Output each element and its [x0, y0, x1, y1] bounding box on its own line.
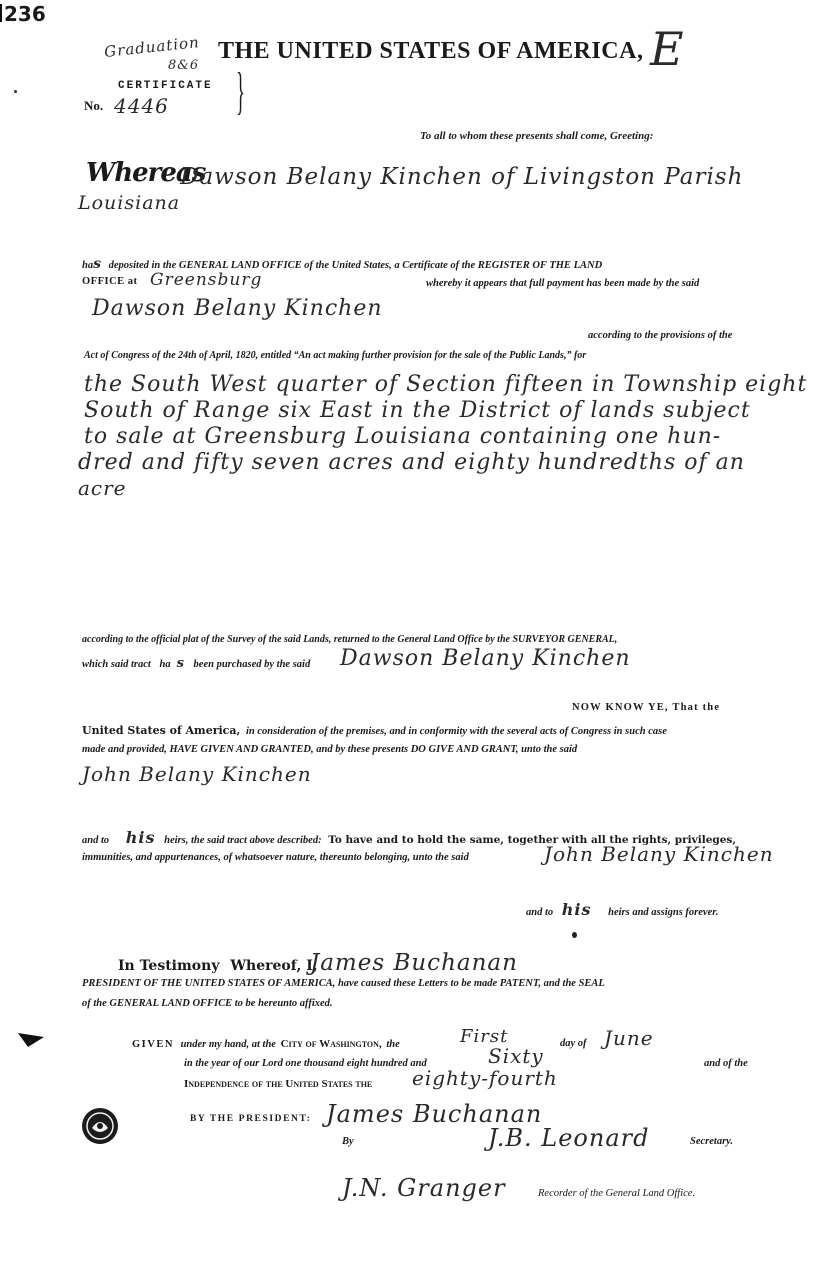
president-name-handwritten: James Buchanan: [310, 950, 518, 976]
ink-dot: [572, 932, 577, 938]
general-land-office-seal: [80, 1106, 120, 1151]
given-text-1: under my hand, at the: [180, 1039, 276, 1050]
survey-text-1: according to the official plat of the Survey of the said Lands, returned to the General Land Office by the SURVEYOR GENERAL,: [82, 634, 618, 645]
united-states-gothic: United States of America,: [82, 724, 241, 737]
given-text-2: in the year of our Lord one thousand eight hundred and: [184, 1058, 427, 1069]
independence-line: [184, 1078, 372, 1090]
given-the: the: [386, 1039, 400, 1050]
survey-has-suffix: s: [176, 656, 185, 671]
grant-text-3: heirs, the said tract above described:: [164, 835, 322, 846]
now-know-ye: NOW KNOW YE, That the: [572, 702, 721, 713]
office-place: Greensburg: [150, 270, 263, 290]
grant-text-2: made and provided, HAVE GIVEN AND GRANTED, and by these presents DO GIVE AND GRANT, unto the said: [82, 744, 578, 755]
year-value: Sixty: [488, 1044, 544, 1068]
deposit-text-1: deposited in the GENERAL LAND OFFICE of the United States, a Certificate of the REGISTER OF THE LAND: [108, 260, 603, 271]
margin-arrow-mark: [18, 1030, 44, 1053]
land-description-line3: to sale at Greensburg Louisiana containing one hun-: [84, 424, 722, 449]
whereas-grantee-line1: Dawson Belany Kinchen of Livingston Parish: [180, 164, 744, 190]
president-signature: James Buchanan: [326, 1100, 543, 1128]
grant-text-4: immunities, and appurtenances, of whatsoever nature, thereunto belonging, unto the said: [82, 852, 469, 863]
office-at-label: OFFICE at: [82, 276, 138, 287]
grant-line1: [82, 724, 667, 737]
grant-line5: [526, 900, 718, 919]
and-to-label: and to: [82, 835, 110, 846]
document-title: THE UNITED STATES OF AMERICA,: [218, 38, 644, 64]
recorder-signature: J.N. Granger: [342, 1174, 506, 1202]
independence-value: eighty-fourth: [412, 1066, 558, 1090]
margin-tick-mark: [0, 4, 2, 22]
survey-line2: [82, 656, 310, 671]
marginal-letter: E: [650, 22, 685, 76]
recorder-label: Recorder of the General Land Office.: [538, 1188, 696, 1199]
and-to-label-2: and to: [526, 907, 554, 918]
payer-name: Dawson Belany Kinchen: [92, 296, 383, 321]
testimony-text-2: of the GENERAL LAND OFFICE to be hereunto affixed.: [82, 998, 333, 1009]
land-description-line4: dred and fifty seven acres and eighty hundredths of an: [78, 450, 745, 475]
testimony-text-1: PRESIDENT OF THE UNITED STATES OF AMERICA, have caused these Letters to be made PATENT, and the SEAL: [82, 978, 605, 989]
city-of-washington: City of Washington,: [280, 1038, 382, 1050]
month-value: June: [604, 1026, 654, 1050]
grantee-name-2: John Belany Kinchen: [544, 842, 774, 866]
his-handwritten-1: his: [125, 828, 156, 847]
given-label: GIVEN: [132, 1039, 174, 1050]
deposit-text-4: Act of Congress of the 24th of April, 1820, entitled “An act making further provision for the sale of the Public Lands,” for: [84, 350, 587, 361]
grant-text-1: in consideration of the premises, and in conformity with the several acts of Congress in such case: [245, 726, 667, 737]
grantee-name: John Belany Kinchen: [82, 762, 312, 786]
survey-text-2b: been purchased by the said: [193, 659, 311, 670]
graduation-number: 8&6: [168, 58, 200, 73]
secretary-signature: J.B. Leonard: [488, 1124, 650, 1152]
header-brace: }: [236, 63, 245, 120]
has-suffix: s: [93, 256, 102, 272]
has-prefix: ha: [82, 260, 94, 271]
certificate-number-prefix: No.: [84, 98, 104, 113]
land-description-line2: South of Range six East in the District of lands subject: [84, 398, 751, 423]
purchaser-name: Dawson Belany Kinchen: [340, 646, 631, 671]
whereas-grantee-line2: Louisiana: [78, 192, 181, 214]
given-line1: [132, 1038, 400, 1050]
testimony-phrase-2: Whereof, I,: [230, 958, 318, 974]
greeting: To all to whom these presents shall come, Greeting:: [420, 130, 654, 142]
and-of-the-label: and of the: [704, 1058, 748, 1069]
land-description-line1: the South West quarter of Section fifteen in Township eight: [84, 372, 808, 397]
by-label: By: [342, 1136, 354, 1147]
secretary-label: Secretary.: [690, 1136, 734, 1147]
survey-text-2a: which said tract: [82, 659, 151, 670]
testimony-phrase-1: In Testimony: [118, 958, 220, 974]
independence-label: Independence of the United States the: [184, 1078, 373, 1090]
graduation-note: Graduation: [103, 33, 201, 61]
his-handwritten-2: his: [561, 900, 592, 919]
by-the-president-label: BY THE PRESIDENT:: [190, 1114, 312, 1124]
heirs-forever: heirs and assigns forever.: [608, 907, 719, 918]
page-number: 236: [4, 2, 46, 26]
day-of-label: day of: [560, 1038, 587, 1049]
margin-dot: [14, 90, 17, 93]
whereas-word: Whereas: [86, 158, 206, 188]
in-testimony: [118, 958, 318, 974]
certificate-label: CERTIFICATE: [118, 80, 213, 92]
day-value: First: [460, 1026, 509, 1047]
to-have-clause: To have and to hold the same, together with all the rights, privileges,: [328, 834, 736, 846]
survey-has-prefix: ha: [159, 659, 171, 670]
certificate-number: 4446: [114, 94, 169, 118]
deposit-text-3: according to the provisions of the: [588, 330, 733, 341]
land-description-line5: acre: [78, 476, 127, 500]
deposit-text-2: whereby it appears that full payment has been made by the said: [426, 278, 700, 289]
